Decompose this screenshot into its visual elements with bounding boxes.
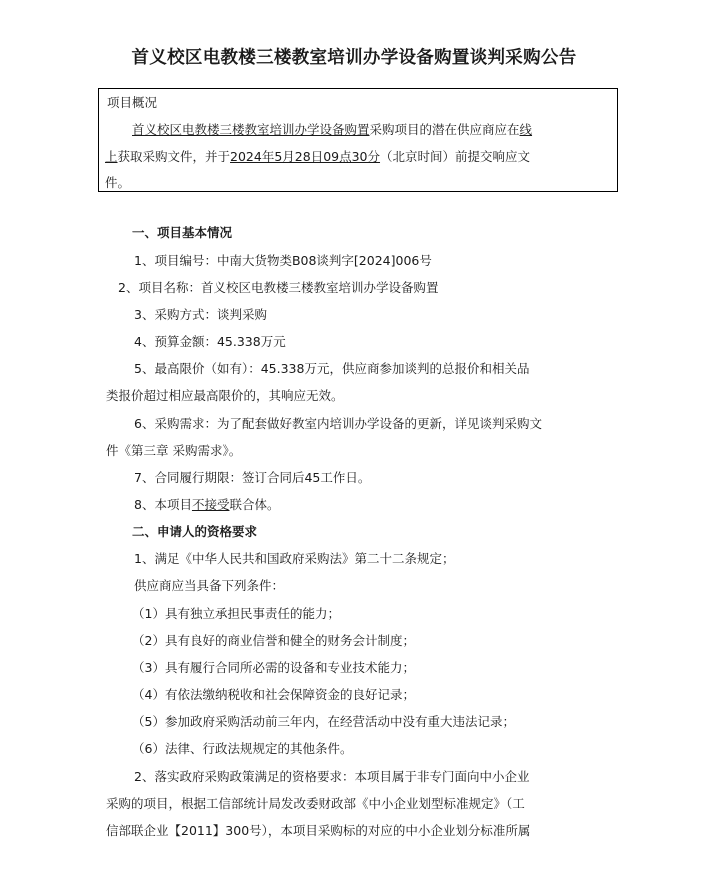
overview-box — [98, 88, 618, 192]
overview-line-1-text: 采购项目的潜在供应商应在 — [369, 122, 520, 137]
item-consortium-pre: 8、本项目 — [134, 497, 192, 512]
item-procurement-method: 3、采购方式：谈判采购 — [134, 307, 267, 322]
item-consortium-underlined: 不接受 — [191, 497, 230, 512]
qualification-law: 1、满足《中华人民共和国政府采购法》第二十二条规定； — [134, 551, 455, 566]
item-max-price: 5、最高限价（如有）：45.338万元，供应商参加谈判的总报价和相关品 — [134, 361, 530, 376]
condition-4: （4）有依法缴纳税收和社会保障资金的良好记录； — [132, 687, 415, 702]
item-consortium-post: 联合体。 — [229, 497, 280, 512]
overview-line-2-text: 获取采购文件，并于 — [117, 149, 231, 164]
item-contract-period: 7、合同履行期限：签订合同后45工作日。 — [134, 470, 371, 485]
overview-heading: 项目概况 — [107, 95, 158, 110]
overview-project-name: 首义校区电教楼三楼教室培训办学设备购置 — [132, 122, 370, 137]
condition-3: （3）具有履行合同所必需的设备和专业技术能力； — [132, 660, 415, 675]
condition-6: （6）法律、行政法规规定的其他条件。 — [132, 741, 353, 756]
item-max-price-cont: 类报价超过相应最高限价的，其响应无效。 — [106, 388, 344, 403]
policy-line-1: 2、落实政府采购政策满足的资格要求：本项目属于非专门面向中小企业 — [134, 769, 530, 784]
qualification-intro: 供应商应当具备下列条件： — [134, 578, 285, 593]
page-title: 首义校区电教楼三楼教室培训办学设备购置谈判采购公告 — [131, 48, 577, 68]
item-project-number: 1、项目编号：中南大货物类B08谈判字[2024]006号 — [134, 253, 432, 268]
condition-2: （2）具有良好的商业信誉和健全的财务会计制度； — [132, 633, 415, 648]
overview-deadline: 2024年5月28日09点30分 — [230, 149, 381, 164]
overview-line-2 — [105, 147, 530, 165]
item-consortium — [134, 495, 279, 513]
section-2-heading: 二、申请人的资格要求 — [132, 524, 258, 539]
policy-line-2: 采购的项目，根据工信部统计局发改委财政部《中小企业划型标准规定》（工 — [106, 796, 525, 811]
overview-line-2-tail: （北京时间）前提交响应文 — [380, 149, 531, 164]
overview-online-2: 上 — [105, 149, 118, 164]
item-requirements: 6、采购需求：为了配套做好教室内培训办学设备的更新，详见谈判采购文 — [134, 416, 542, 431]
policy-line-3: 信部联企业【2011】300号），本项目采购标的对应的中小企业划分标准所属 — [106, 823, 531, 838]
item-requirements-cont: 件《第三章 采购需求》。 — [106, 443, 242, 458]
item-project-name: 2、项目名称：首义校区电教楼三楼教室培训办学设备购置 — [118, 280, 439, 295]
overview-online-1: 线 — [519, 122, 533, 137]
overview-line-3: 件。 — [105, 175, 131, 190]
item-budget: 4、预算金额：45.338万元 — [134, 334, 286, 349]
section-1-heading: 一、项目基本情况 — [132, 225, 233, 240]
condition-5: （5）参加政府采购活动前三年内，在经营活动中没有重大违法记录； — [132, 714, 515, 729]
condition-1: （1）具有独立承担民事责任的能力； — [132, 606, 340, 621]
overview-line-1 — [132, 120, 532, 138]
